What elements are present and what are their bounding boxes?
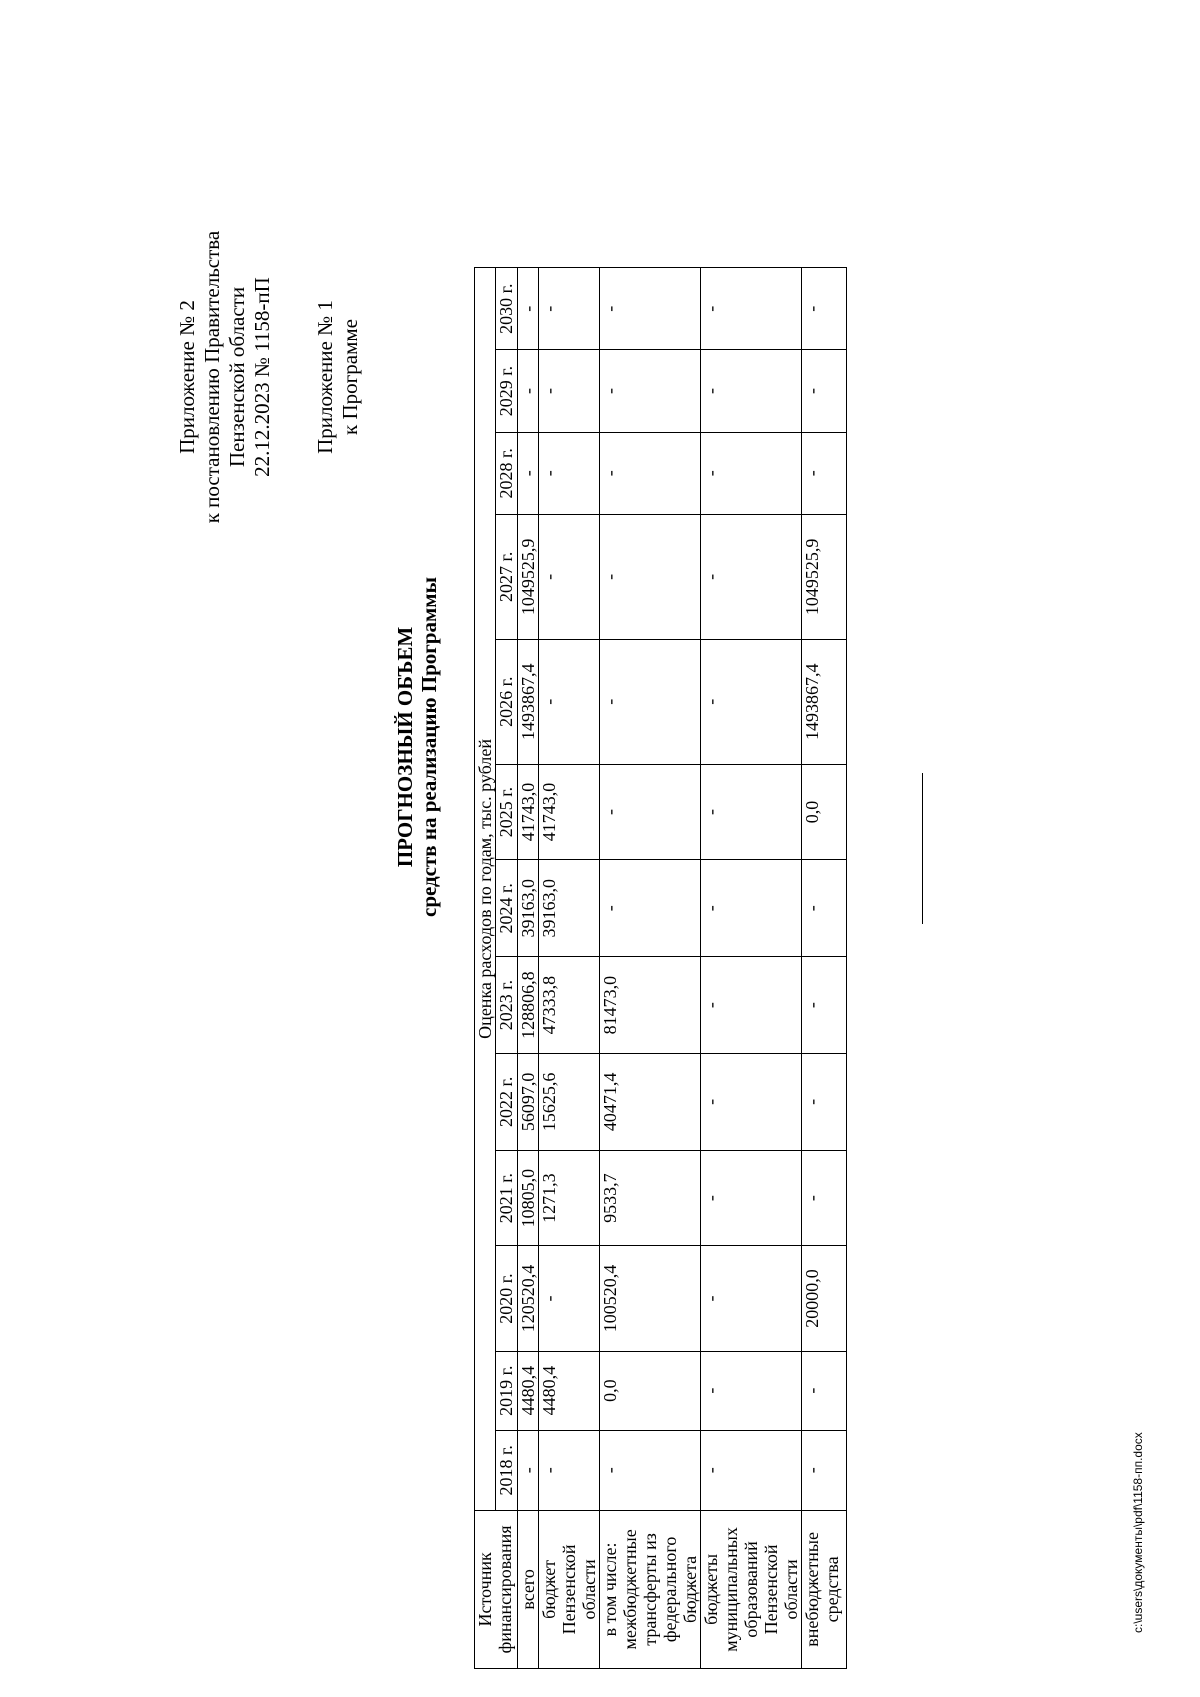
year-header-cell: 2021 г.	[496, 1150, 518, 1246]
value-cell: -	[539, 639, 600, 764]
value-cell: -	[600, 350, 701, 432]
value-cell: -	[701, 1053, 802, 1150]
value-cell: -	[600, 860, 701, 957]
year-header-cell: 2025 г.	[496, 764, 518, 860]
table-row	[600, 268, 701, 1669]
table-row	[518, 268, 539, 1669]
value-cell: 100520,4	[600, 1246, 701, 1351]
year-header-cell: 2026 г.	[496, 639, 518, 764]
separator-line	[922, 773, 923, 924]
year-header-cell: 2022 г.	[496, 1053, 518, 1150]
year-header-cell: 2020 г.	[496, 1246, 518, 1351]
value-cell: -	[802, 268, 847, 350]
estimate-header: Оценка расходов по годам, тыс. рублей	[475, 268, 496, 1511]
value-cell: -	[600, 432, 701, 514]
year-header-cell: 2024 г.	[496, 860, 518, 957]
title-line-2: средств на реализацию Программы	[417, 577, 441, 917]
appendix-line-2: к постановлению Правительства	[200, 230, 224, 524]
value-cell: -	[802, 1351, 847, 1430]
source-cell: бюджеты муниципальных образований Пензенской области	[701, 1510, 802, 1668]
source-cell: всего	[518, 1510, 539, 1668]
value-cell: 128806,8	[518, 957, 539, 1054]
table-row	[539, 268, 600, 1669]
value-cell: 81473,0	[600, 957, 701, 1054]
value-cell: 1049525,9	[802, 514, 847, 639]
funding-table	[474, 267, 847, 1669]
value-cell: 41743,0	[539, 764, 600, 860]
value-cell: -	[701, 860, 802, 957]
value-cell: 1493867,4	[518, 639, 539, 764]
value-cell: -	[701, 639, 802, 764]
year-header-cell: 2029 г.	[496, 350, 518, 432]
value-cell: -	[802, 1150, 847, 1246]
document-title	[393, 397, 441, 1097]
value-cell: -	[600, 268, 701, 350]
value-cell: -	[802, 1053, 847, 1150]
value-cell: 39163,0	[539, 860, 600, 957]
program-line-1: Приложение № 1	[313, 300, 337, 454]
value-cell: 4480,4	[539, 1351, 600, 1430]
appendix-line-3: Пензенской области	[225, 286, 249, 468]
year-header-cell: 2018 г.	[496, 1430, 518, 1510]
source-cell: в том числе: межбюджетные трансферты из федерального бюджета	[600, 1510, 701, 1668]
value-cell: 15625,6	[539, 1053, 600, 1150]
source-cell: бюджет Пензенской области	[539, 1510, 600, 1668]
source-header: Источник финансирования	[475, 1510, 518, 1668]
value-cell: -	[701, 350, 802, 432]
value-cell: 4480,4	[518, 1351, 539, 1430]
value-cell: 40471,4	[600, 1053, 701, 1150]
value-cell: -	[701, 1430, 802, 1510]
value-cell: -	[802, 432, 847, 514]
value-cell: 120520,4	[518, 1246, 539, 1351]
value-cell: 1049525,9	[518, 514, 539, 639]
value-cell: -	[518, 268, 539, 350]
value-cell: -	[600, 1430, 701, 1510]
value-cell: -	[701, 268, 802, 350]
value-cell: -	[701, 957, 802, 1054]
value-cell: -	[539, 1246, 600, 1351]
value-cell: -	[802, 350, 847, 432]
value-cell: -	[518, 350, 539, 432]
value-cell: -	[539, 1430, 600, 1510]
source-cell: внебюджетные средства	[802, 1510, 847, 1668]
table-row	[802, 268, 847, 1669]
value-cell: 0,0	[802, 764, 847, 860]
value-cell: -	[802, 860, 847, 957]
value-cell: -	[701, 432, 802, 514]
value-cell: -	[600, 514, 701, 639]
value-cell: -	[701, 1351, 802, 1430]
year-header-cell: 2027 г.	[496, 514, 518, 639]
value-cell: 41743,0	[518, 764, 539, 860]
file-path: c:\users\документы\pdf\1158-пп.docx	[1131, 1432, 1145, 1633]
year-header-cell: 2030 г.	[496, 268, 518, 350]
value-cell: 1271,3	[539, 1150, 600, 1246]
value-cell: -	[802, 957, 847, 1054]
year-header-cell: 2019 г.	[496, 1351, 518, 1430]
appendix-line-4: 22.12.2023 № 1158-пП	[250, 277, 274, 477]
value-cell: -	[539, 432, 600, 514]
value-cell: 56097,0	[518, 1053, 539, 1150]
program-appendix-header	[313, 127, 363, 627]
value-cell: -	[701, 1150, 802, 1246]
value-cell: -	[701, 514, 802, 639]
value-cell: -	[518, 432, 539, 514]
appendix-line-1: Приложение № 2	[175, 300, 199, 454]
value-cell: 10805,0	[518, 1150, 539, 1246]
value-cell: -	[802, 1430, 847, 1510]
value-cell: -	[701, 764, 802, 860]
value-cell: -	[539, 268, 600, 350]
program-line-2: к Программе	[338, 319, 362, 435]
year-header-cell: 2028 г.	[496, 432, 518, 514]
appendix-header	[175, 127, 275, 627]
value-cell: 39163,0	[518, 860, 539, 957]
value-cell: -	[518, 1430, 539, 1510]
value-cell: -	[600, 639, 701, 764]
value-cell: 47333,8	[539, 957, 600, 1054]
value-cell: 9533,7	[600, 1150, 701, 1246]
title-line-1: ПРОГНОЗНЫЙ ОБЪЕМ	[393, 626, 417, 868]
value-cell: 1493867,4	[802, 639, 847, 764]
year-header-row	[496, 268, 518, 1669]
value-cell: -	[539, 514, 600, 639]
table-row	[701, 268, 802, 1669]
value-cell: 0,0	[600, 1351, 701, 1430]
value-cell: -	[701, 1246, 802, 1351]
year-header-cell: 2023 г.	[496, 957, 518, 1054]
value-cell: -	[539, 350, 600, 432]
value-cell: 20000,0	[802, 1246, 847, 1351]
value-cell: -	[600, 764, 701, 860]
